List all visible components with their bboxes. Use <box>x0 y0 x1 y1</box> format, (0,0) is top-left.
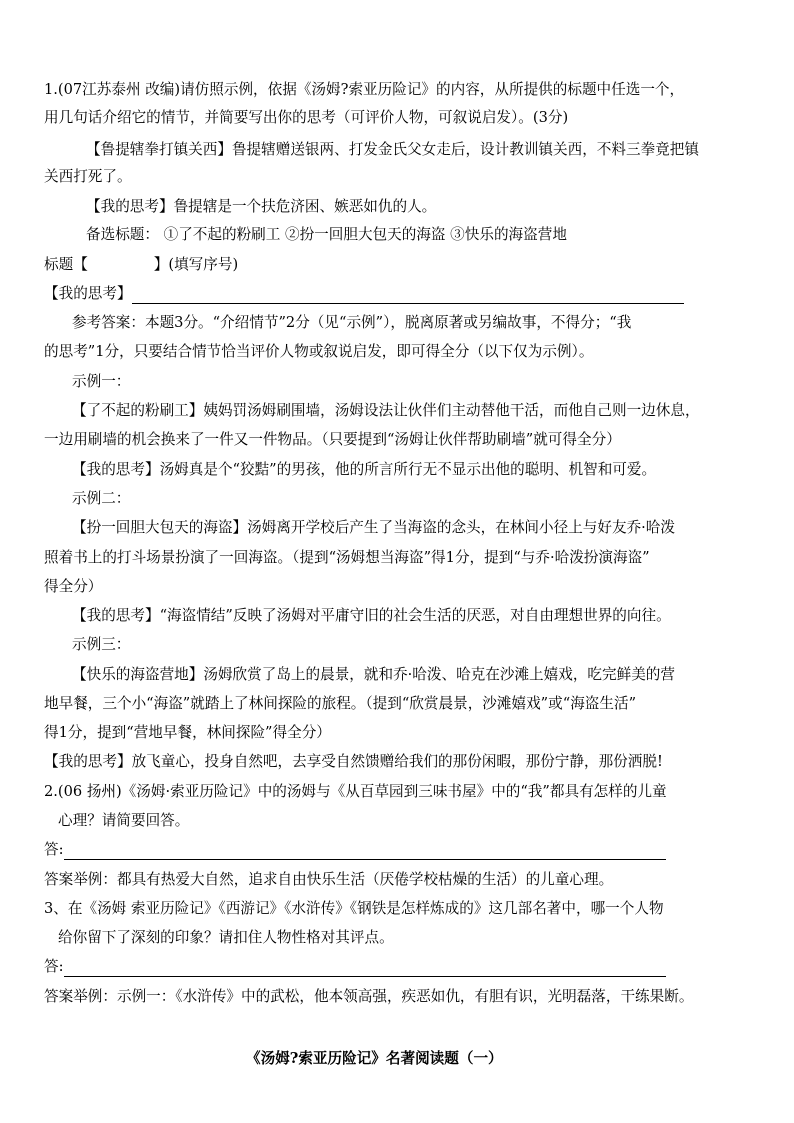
footer-title: 《汤姆?索亚历险记》名著阅读题（一） <box>246 1050 503 1067</box>
q3-answer-line <box>44 957 666 977</box>
q1-ex2-think: 【我的思考】“海盗情结”反映了汤姆对平庸守旧的社会生活的厌恶，对自由理想世界的向往。 <box>72 607 671 624</box>
my-think-label: 【我的思考】 <box>44 285 132 302</box>
q1-ex1-b: 一边用刷墙的机会换来了一件又一件物品。（只要提到“汤姆让伙伴帮助刷墙”就可得全分） <box>44 431 621 448</box>
q1-ex2-c: 得全分） <box>44 578 103 595</box>
q1-ex3-b: 地早餐，三个小“海盗”就踏上了林间探险的旅程。（提到“欣赏晨景，沙滩嬉戏”或“海盗生活” <box>44 695 637 712</box>
q1-example-a: 【鲁提辖拳打镇关西】鲁提辖赠送银两、打发金氏父女走后，设计教训镇关西，不料三拳竟把镇 <box>86 141 699 158</box>
q1-ref-b: 的思考”1分，只要结合情节恰当评价人物或叙说启发，即可得全分（以下仅为示例）。 <box>44 343 594 360</box>
q1-example-think: 【我的思考】鲁提辖是一个扶危济困、嫉恶如仇的人。 <box>86 198 437 215</box>
q1-ex2-a: 【扮一回胆大包天的海盗】汤姆离开学校后产生了当海盗的念头，在林间小径上与好友乔·哈泼 <box>72 519 675 536</box>
q3-line-1: 3、在《汤姆 索亚历险记》《西游记》《水浒传》《钢铁是怎样炼成的》这几部名著中，哪一个人物 <box>44 900 664 917</box>
q3-answer-example: 答案举例：示例一：《水浒传》中的武松，他本领高强，疾恶如仇，有胆有识，光明磊落，干练果断。 <box>44 988 694 1005</box>
q1-line-1: 1.(07江苏泰州 改编)请仿照示例，依据《汤姆?索亚历险记》的内容，从所提供的标题中任选一个， <box>44 81 685 98</box>
q2-answer-line <box>44 840 666 860</box>
q1-ex3-think: 【我的思考】放飞童心，投身自然吧，去享受自然馈赠给我们的那份闲暇，那份宁静，那份洒脱! <box>44 753 663 770</box>
q1-ex1-head: 示例一： <box>72 373 131 390</box>
q1-ex1-a: 【了不起的粉刷工】姨妈罚汤姆刷围墙，汤姆设法让伙伴们主动替他干活，而他自己则一边休息， <box>72 402 700 419</box>
q1-ex3-c: 得1分，提到“营地早餐，林间探险”得全分） <box>44 724 331 741</box>
q1-ex3-head: 示例三： <box>72 636 131 653</box>
q2-answer-example: 答案举例：都具有热爱大自然，追求自由快乐生活（厌倦学校枯燥的生活）的儿童心理。 <box>44 871 614 888</box>
q1-title-line <box>44 255 238 275</box>
q1-line-2: 用几句话介绍它的情节，并简要写出你的思考（可评价人物，可叙说启发）。(3分) <box>44 109 569 126</box>
q3-answer-blank[interactable] <box>64 960 666 977</box>
q1-example-b: 关西打死了。 <box>44 168 132 185</box>
q1-ex1-think: 【我的思考】汤姆真是个“狡黠”的男孩，他的所言所行无不显示出他的聪明、机智和可爱。 <box>72 461 657 478</box>
my-think-answer-line[interactable] <box>132 287 684 304</box>
q2-line-2: 心理？请简要回答。 <box>58 812 190 829</box>
q1-ex3-a: 【快乐的海盗营地】汤姆欣赏了岛上的晨景，就和乔·哈泼、哈克在沙滩上嬉戏，吃完鲜美的营 <box>72 666 675 683</box>
q1-my-think-line <box>44 284 684 304</box>
q1-ex2-head: 示例二： <box>72 490 131 507</box>
q1-ref-a: 参考答案：本题3分。“介绍情节”2分（见“示例”），脱离原著或另编故事，不得分；“我 <box>72 314 632 331</box>
q2-line-1: 2.(06 扬州)《汤姆·索亚历险记》中的汤姆与《从百草园到三味书屋》中的“我”都具有怎样的儿童 <box>44 783 667 800</box>
title-suffix: 】(填写序号) <box>153 256 239 273</box>
q3-answer-label: 答: <box>44 958 64 975</box>
q1-ex2-b: 照着书上的打斗场景扮演了一回海盗。（提到“汤姆想当海盗”得1分，提到“与乔·哈泼扮演海盗” <box>44 549 650 566</box>
q1-options: 备选标题： ①了不起的粉刷工 ②扮一回胆大包天的海盗 ③快乐的海盗营地 <box>86 226 567 243</box>
title-prefix: 标题【 <box>44 256 88 273</box>
q3-line-2: 给你留下了深刻的印象？请扣住人物性格对其评点。 <box>58 929 394 946</box>
q2-answer-label: 答: <box>44 841 64 858</box>
q2-answer-blank[interactable] <box>64 843 666 860</box>
